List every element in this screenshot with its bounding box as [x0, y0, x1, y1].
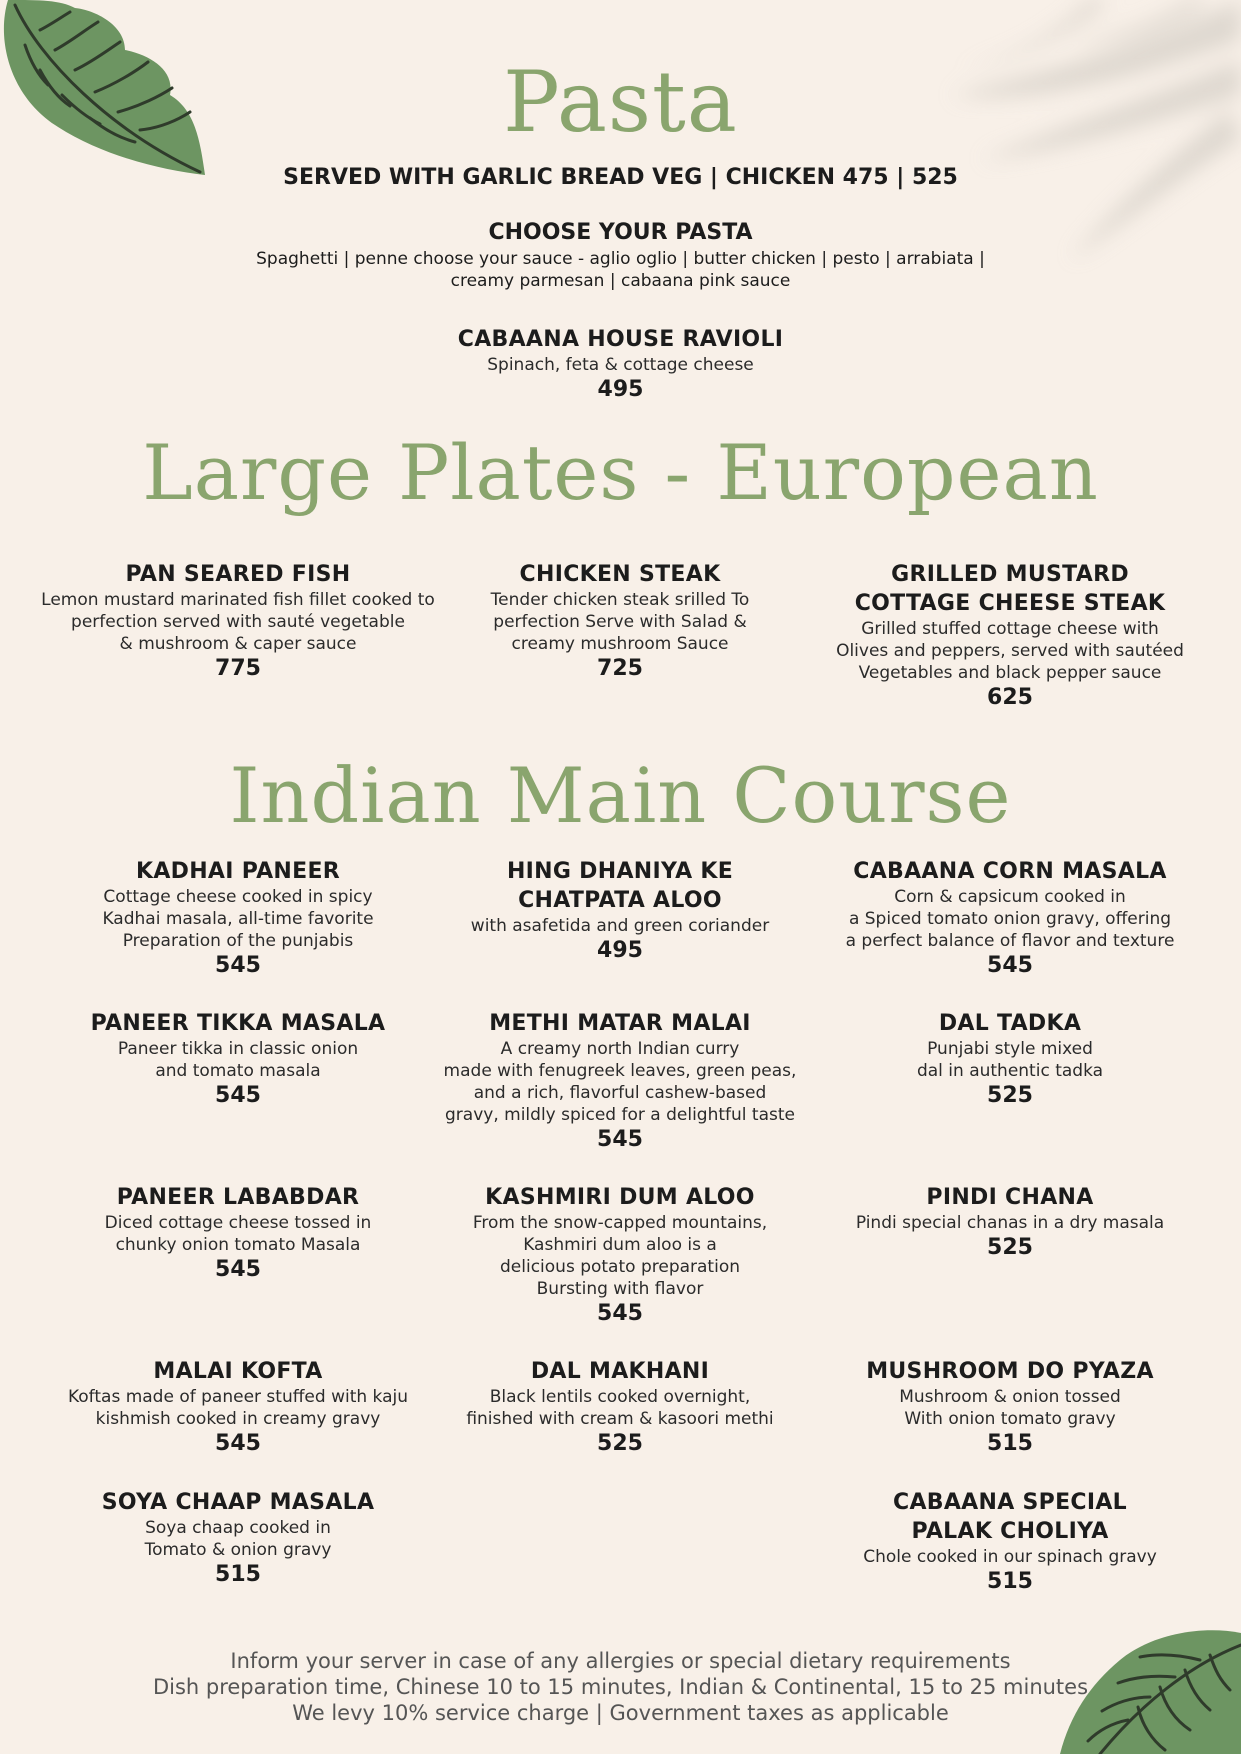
item-price: 545	[215, 1083, 261, 1108]
choose-pasta-desc-1: Spaghetti | penne choose your sauce - aglio oglio | butter chicken | pesto | arrabiata |	[256, 249, 985, 269]
item-desc-line: Koftas made of paneer stuffed with kaju	[67, 1387, 409, 1407]
item-desc-line: made with fenugreek leaves, green peas,	[443, 1061, 797, 1081]
item-price: 545	[597, 1127, 643, 1152]
item-price: 525	[987, 1235, 1033, 1260]
item-name: METHI MATAR MALAI	[489, 1011, 751, 1036]
item-name: CHICKEN STEAK	[519, 562, 721, 587]
item-desc-line: Cottage cheese cooked in spicy	[103, 887, 373, 907]
item-price: 525	[987, 1083, 1033, 1108]
item-desc-line: Black lentils cooked overnight,	[489, 1387, 751, 1407]
item-desc-line: Tender chicken steak srilled To	[490, 590, 750, 610]
item-name: DAL TADKA	[938, 1011, 1082, 1036]
item-name: DAL MAKHANI	[530, 1359, 710, 1384]
item-name: HING DHANIYA KE	[506, 859, 734, 884]
item-price: 775	[215, 656, 261, 681]
menu-item-ravioli	[370, 325, 871, 404]
item-desc-line: perfection Serve with Salad &	[493, 612, 747, 632]
item-price: 545	[215, 1257, 261, 1282]
item-price: 545	[215, 953, 261, 978]
item-desc-line: delicious potato preparation	[500, 1257, 740, 1277]
menu-item-chicken-steak	[420, 560, 820, 683]
item-desc-line: Olives and peppers, served with sautéed	[836, 641, 1184, 661]
menu-item-hing-dhaniya-aloo	[430, 857, 810, 965]
menu-item-kashmiri-dum-aloo	[430, 1183, 810, 1328]
item-name: CABAANA CORN MASALA	[853, 859, 1167, 884]
menu-item-dal-makhani	[430, 1357, 810, 1458]
menu-item-dal-tadka	[810, 1009, 1210, 1110]
item-name: PANEER LABABDAR	[116, 1185, 360, 1210]
menu-item-methi-matar-malai	[420, 1009, 820, 1154]
item-name: CHATPATA ALOO	[518, 888, 722, 913]
footer-allergy-note: Inform your server in case of any allergies or special dietary requirements	[230, 1649, 1011, 1673]
menu-item-pan-seared-fish	[18, 560, 458, 683]
item-name: KASHMIRI DUM ALOO	[485, 1185, 755, 1210]
item-desc-line: Chole cooked in our spinach gravy	[863, 1547, 1157, 1567]
item-price: 515	[987, 1569, 1033, 1594]
item-desc-line: Grilled stuffed cottage cheese with	[861, 619, 1159, 639]
item-desc-line: Lemon mustard marinated fish fillet cooked to	[41, 590, 435, 610]
item-name: SOYA CHAAP MASALA	[101, 1490, 375, 1515]
item-desc-line: and tomato masala	[155, 1061, 321, 1081]
item-desc-line: Soya chaap cooked in	[145, 1518, 331, 1538]
item-desc: Spinach, feta & cottage cheese	[487, 355, 754, 375]
menu-item-corn-masala	[810, 857, 1210, 980]
item-desc-line: Pindi special chanas in a dry masala	[855, 1213, 1165, 1233]
menu-item-paneer-lababdar	[48, 1183, 428, 1284]
item-price: 495	[597, 377, 644, 402]
european-title: Large Plates - European	[142, 428, 1099, 517]
item-desc-line: Tomato & onion gravy	[144, 1540, 332, 1560]
menu-item-soya-chaap-masala	[48, 1488, 428, 1589]
item-desc-line: chunky onion tomato Masala	[115, 1235, 361, 1255]
footer-prep-time: Dish preparation time, Chinese 10 to 15 minutes, Indian & Continental, 15 to 25 minutes	[152, 1675, 1089, 1699]
item-desc-line: Mushroom & onion tossed	[899, 1387, 1121, 1407]
choose-pasta-title: CHOOSE YOUR PASTA	[488, 220, 753, 245]
item-desc-line: finished with cream & kasoori methi	[466, 1409, 774, 1429]
menu-item-palak-choliya	[810, 1488, 1210, 1596]
item-desc-line: Paneer tikka in classic onion	[117, 1039, 359, 1059]
pasta-title: Pasta	[503, 53, 738, 151]
item-desc-line: a perfect balance of flavor and texture	[845, 931, 1175, 951]
item-name: CABAANA SPECIAL	[893, 1490, 1127, 1515]
item-name: KADHAI PANEER	[135, 859, 341, 884]
item-desc-line: Vegetables and black pepper sauce	[858, 663, 1162, 683]
item-price: 625	[987, 685, 1033, 710]
item-name: MUSHROOM DO PYAZA	[866, 1359, 1154, 1384]
item-desc-line: & mushroom & caper sauce	[119, 634, 357, 654]
menu-item-pindi-chana	[810, 1183, 1210, 1262]
item-name: MALAI KOFTA	[153, 1359, 323, 1384]
item-desc-line: Kadhai masala, all-time favorite	[102, 909, 374, 929]
item-price: 545	[987, 953, 1033, 978]
pasta-subtitle: SERVED WITH GARLIC BREAD VEG | CHICKEN 475 | 525	[283, 165, 958, 190]
item-desc-line: Diced cottage cheese tossed in	[104, 1213, 372, 1233]
footer-service-charge: We levy 10% service charge | Government taxes as applicable	[292, 1701, 949, 1725]
item-name: PAN SEARED FISH	[125, 562, 351, 587]
item-desc-line: dal in authentic tadka	[916, 1061, 1104, 1081]
item-desc-line: With onion tomato gravy	[904, 1409, 1116, 1429]
item-desc-line: kishmish cooked in creamy gravy	[95, 1409, 381, 1429]
item-desc-line: with asafetida and green coriander	[470, 916, 770, 936]
item-name: GRILLED MUSTARD	[891, 562, 1129, 587]
item-price: 515	[987, 1431, 1033, 1456]
item-name: CABAANA HOUSE RAVIOLI	[457, 327, 784, 352]
item-name: PANEER TIKKA MASALA	[90, 1011, 386, 1036]
choose-pasta-desc-2: creamy parmesan | cabaana pink sauce	[450, 271, 791, 291]
menu-item-grilled-cottage-cheese-steak	[800, 560, 1220, 712]
item-desc-line: Preparation of the punjabis	[122, 931, 354, 951]
item-desc-line: Corn & capsicum cooked in	[894, 887, 1126, 907]
item-name: PALAK CHOLIYA	[911, 1519, 1109, 1544]
menu-item-paneer-tikka-masala	[48, 1009, 428, 1110]
item-desc-line: Bursting with flavor	[536, 1279, 704, 1299]
item-price: 495	[597, 938, 643, 963]
indian-title: Indian Main Course	[229, 751, 1012, 840]
item-desc-line: Punjabi style mixed	[927, 1039, 1093, 1059]
menu-item-kadhai-paneer	[48, 857, 428, 980]
item-desc-line: a Spiced tomato onion gravy, offering	[848, 909, 1172, 929]
item-desc-line: gravy, mildly spiced for a delightful taste	[445, 1105, 795, 1125]
item-desc-line: A creamy north Indian curry	[500, 1039, 740, 1059]
item-price: 545	[597, 1301, 643, 1326]
item-price: 515	[215, 1562, 261, 1587]
item-price: 525	[597, 1431, 643, 1456]
item-name: PINDI CHANA	[926, 1185, 1094, 1210]
item-price: 725	[597, 656, 643, 681]
menu-item-mushroom-do-pyaza	[810, 1357, 1210, 1458]
menu-item-malai-kofta	[38, 1357, 438, 1458]
item-desc-line: creamy mushroom Sauce	[511, 634, 729, 654]
item-desc-line: and a rich, flavorful cashew-based	[473, 1083, 767, 1103]
item-desc-line: Kashmiri dum aloo is a	[523, 1235, 717, 1255]
item-desc-line: perfection served with sauté vegetable	[71, 612, 405, 632]
item-name: COTTAGE CHEESE STEAK	[854, 591, 1166, 616]
item-desc-line: From the snow-capped mountains,	[472, 1213, 768, 1233]
item-price: 545	[215, 1431, 261, 1456]
